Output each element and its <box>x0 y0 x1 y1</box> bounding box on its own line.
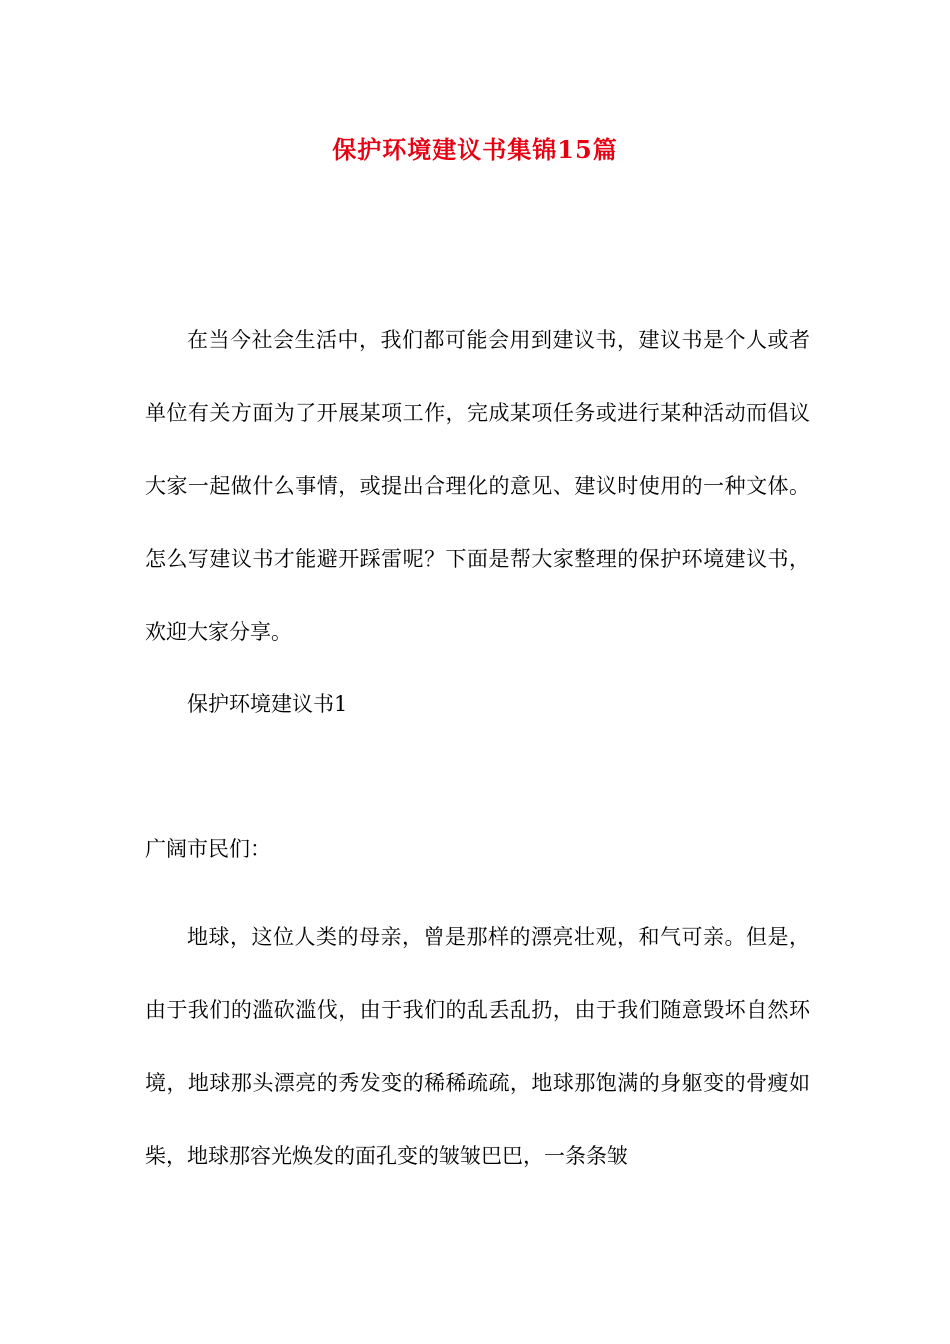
body-paragraph: 地球，这位人类的母亲，曾是那样的漂亮壮观，和气可亲。但是，由于我们的滥砍滥伐，由于我们的乱丢乱扔，由于我们随意毁坏自然环境，地球那头漂亮的秀发变的稀稀疏疏，地球那饱满的身躯变的骨瘦如柴，地球那容光焕发的面孔变的皱皱巴巴，一条条皱 <box>145 925 810 1168</box>
salutation: 广阔市民们： <box>145 837 271 861</box>
intro-paragraph: 在当今社会生活中，我们都可能会用到建议书，建议书是个人或者单位有关方面为了开展某项工作，完成某项任务或进行某种活动而倡议大家一起做什么事情，或提出合理化的意见、建议时使用的一种文体。怎么写建议书才能避开踩雷呢？下面是帮大家整理的保护环境建议书，欢迎大家分享。 <box>145 328 810 644</box>
document-title: 保护环境建议书集锦15篇 <box>332 135 618 164</box>
section-heading: 保护环境建议书1 <box>187 692 348 716</box>
